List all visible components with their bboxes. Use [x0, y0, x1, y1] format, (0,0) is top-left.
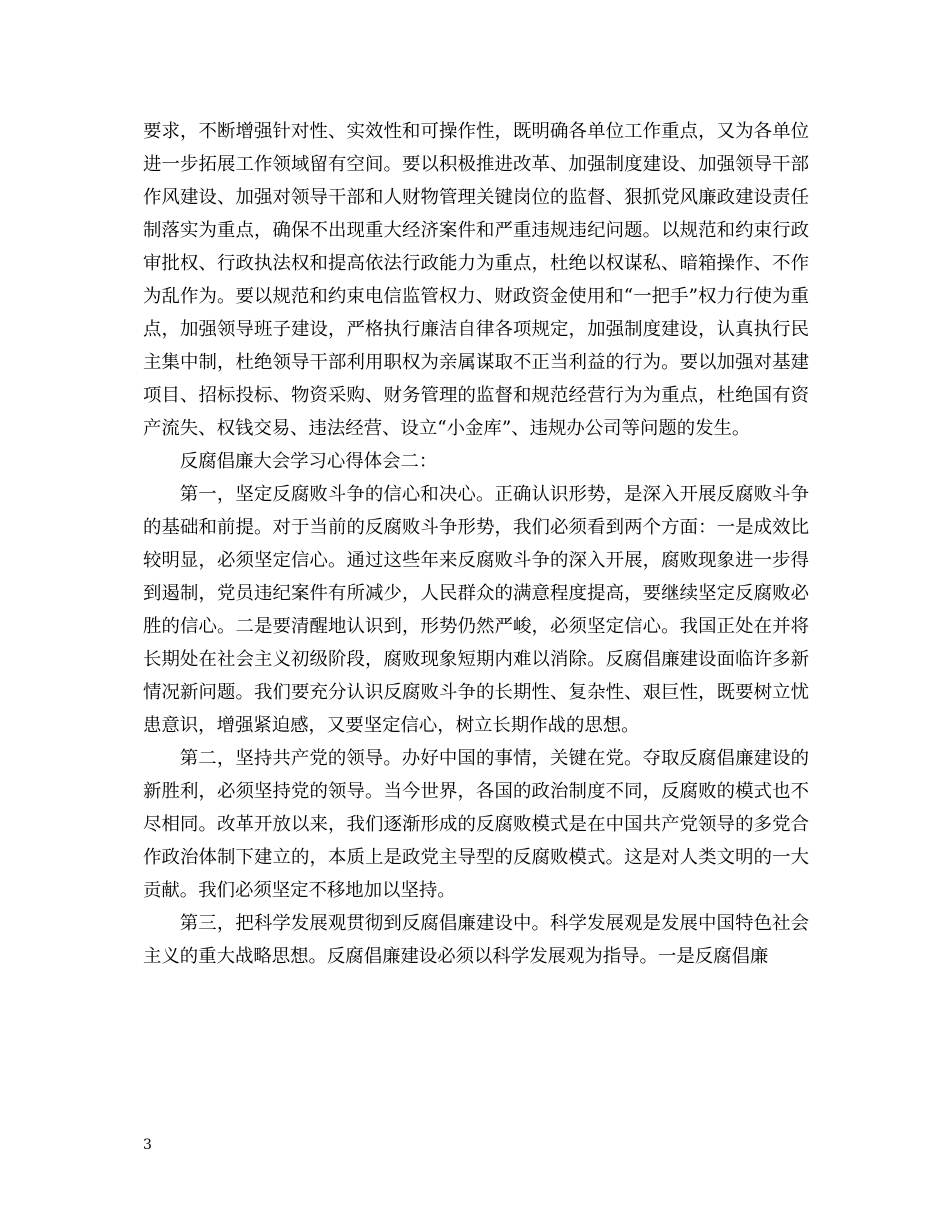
paragraph-point-two: 第二，坚持共产党的领导。办好中国的事情，关键在党。夺取反腐倡廉建设的新胜利，必须坚持党的领导。当今世界，各国的政治制度不同，反腐败的模式也不尽相同。改革开放以来，我们逐渐形成的反腐败模式是在中国共产党领导的多党合作政治体制下建立的，本质上是政党主导型的反腐败模式。这是对人类文明的一大贡献。我们必须坚定不移地加以坚持。	[143, 748, 809, 901]
document-body	[143, 115, 809, 973]
paragraph-continuation: 要求，不断增强针对性、实效性和可操作性，既明确各单位工作重点，又为各单位进一步拓展工作领域留有空间。要以积极推进改革、加强制度建设、加强领导干部作风建设、加强对领导干部和人财物管理关键岗位的监督、狠抓党风廉政建设责任制落实为重点，确保不出现重大经济案件和严重违规违纪问题。以规范和约束行政审批权、行政执法权和提高依法行政能力为重点，杜绝以权谋私、暗箱操作、不作为乱作为。要以规范和约束电信监管权力、财政资金使用和“一把手”权力行使为重点，加强领导班子建设，严格执行廉洁自律各项规定，加强制度建设，认真执行民主集中制，杜绝领导干部利用职权为亲属谋取不正当利益的行为。要以加强对基建项目、招标投标、物资采购、财务管理的监督和规范经营行为为重点，杜绝国有资产流失、权钱交易、违法经营、设立“小金库”、违规办公司等问题的发生。	[143, 121, 809, 439]
paragraph-point-one: 第一，坚定反腐败斗争的信心和决心。正确认识形势，是深入开展反腐败斗争的基础和前提。对于当前的反腐败斗争形势，我们必须看到两个方面：一是成效比较明显，必须坚定信心。通过这些年来反腐败斗争的深入开展，腐败现象进一步得到遏制，党员违纪案件有所减少，人民群众的满意程度提高，要继续坚定反腐败必胜的信心。二是要清醒地认识到，形势仍然严峻，必须坚定信心。我国正处在并将长期处在社会主义初级阶段，腐败现象短期内难以消除。反腐倡廉建设面临许多新情况新问题。我们要充分认识反腐败斗争的长期性、复杂性、艰巨性，既要树立忧患意识，增强紧迫感，又要坚定信心，树立长期作战的思想。	[143, 484, 809, 736]
page-number: 3	[143, 1137, 152, 1153]
section-heading: 反腐倡廉大会学习心得体会二：	[179, 451, 438, 472]
paragraph-point-three: 第三，把科学发展观贯彻到反腐倡廉建设中。科学发展观是发展中国特色社会主义的重大战略思想。反腐倡廉建设必须以科学发展观为指导。一是反腐倡廉	[143, 913, 809, 967]
